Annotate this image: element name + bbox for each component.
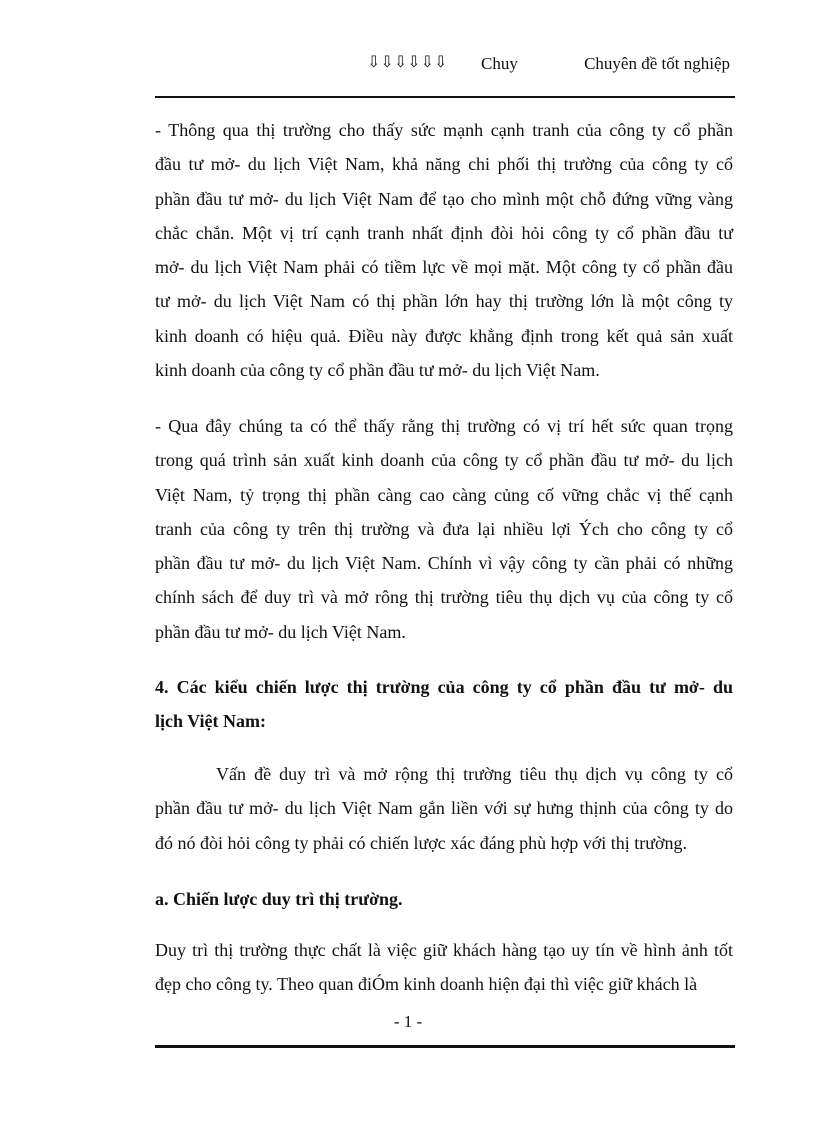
subsection-a-body xyxy=(155,933,733,1002)
page-header xyxy=(155,50,735,78)
text-line: tư mở- du lịch Việt Nam có thị phần lớn hay thị trường lớn là một công ty xyxy=(155,291,733,312)
text-line: tranh của công ty trên thị trường và đưa lại nhiều lợi Ých cho công ty cổ xyxy=(155,518,733,539)
page-number: - 1 - xyxy=(393,1012,423,1031)
text-line: chắc chắn. Một vị trí cạnh tranh nhất định đòi hỏi công ty cổ phần đầu tư xyxy=(155,222,733,243)
text-line: - Thông qua thị trường cho thấy sức mạnh cạnh tranh của công ty cổ phần xyxy=(155,120,733,140)
down-arrow-icon: ⇩⇩⇩⇩⇩⇩ xyxy=(367,54,448,71)
text-line: chính sách để duy trì và mở rông thị trường tiêu thụ dịch vụ của công ty cổ xyxy=(155,587,733,608)
text-line: đầu tư mở- du lịch Việt Nam, khả năng chi phối thị trường của công ty cổ xyxy=(155,154,733,175)
text-line: đó nó đòi hỏi công ty phải có chiến lược xác đáng phù hợp với thị trường. xyxy=(155,832,687,853)
heading-line: a. Chiến lược duy trì thị trường. xyxy=(155,889,403,909)
text-line: - Qua đây chúng ta có thể thấy rằng thị trường có vị trí hết sức quan trọng xyxy=(155,416,733,436)
section-4-intro xyxy=(155,757,733,860)
header-divider xyxy=(155,96,735,98)
section-4-heading xyxy=(155,670,733,739)
text-line: Duy trì thị trường thực chất là việc giữ khách hàng tạo uy tín về hình ảnh tốt xyxy=(155,940,733,960)
paragraph-1 xyxy=(155,113,733,387)
heading-line: lịch Việt Nam: xyxy=(155,711,266,732)
paragraph-2 xyxy=(155,409,733,649)
text-line: kinh doanh của công ty cổ phần đầu tư mở- du lịch Việt Nam. xyxy=(155,360,600,381)
text-line: phần đầu tư mở- du lịch Việt Nam. Chính vì vậy công ty cần phải có những xyxy=(155,553,733,574)
text-line: Vấn đề duy trì và mở rộng thị trường tiêu thụ dịch vụ công ty cổ xyxy=(216,764,733,784)
text-line: phần đầu tư mở- du lịch Việt Nam. xyxy=(155,621,406,642)
header-title: Chuyên đề tốt nghiệp xyxy=(584,54,730,73)
text-line: đẹp cho công ty. Theo quan điÓm kinh doanh hiện đại thì việc giữ khách là xyxy=(155,974,698,995)
text-line: phần đầu tư mở- du lịch Việt Nam gắn liền với sự hưng thịnh của công ty do xyxy=(155,798,733,819)
heading-line: 4. Các kiểu chiến lược thị trường của công ty cổ phần đầu tư mở- du xyxy=(155,677,733,697)
text-line: trong quá trình sản xuất kinh doanh của công ty cổ phần đầu tư mở- du lịch xyxy=(155,450,733,471)
subsection-a-heading xyxy=(155,882,733,916)
header-short-title: Chuy xyxy=(481,54,518,73)
footer-divider xyxy=(155,1045,735,1048)
text-line: phần đầu tư mở- du lịch Việt Nam để tạo cho mình một chỗ đứng vững vàng xyxy=(155,188,733,209)
text-line: kinh doanh có hiệu quả. Điều này được khẳng định trong kết quả sản xuất xyxy=(155,325,733,346)
text-line: mở- du lịch Việt Nam phải có tiềm lực về mọi mặt. Một công ty cổ phần đầu xyxy=(155,257,733,278)
text-line: Việt Nam, tỷ trọng thị phần càng cao càng củng cố vững chắc vị thế cạnh xyxy=(155,484,733,505)
